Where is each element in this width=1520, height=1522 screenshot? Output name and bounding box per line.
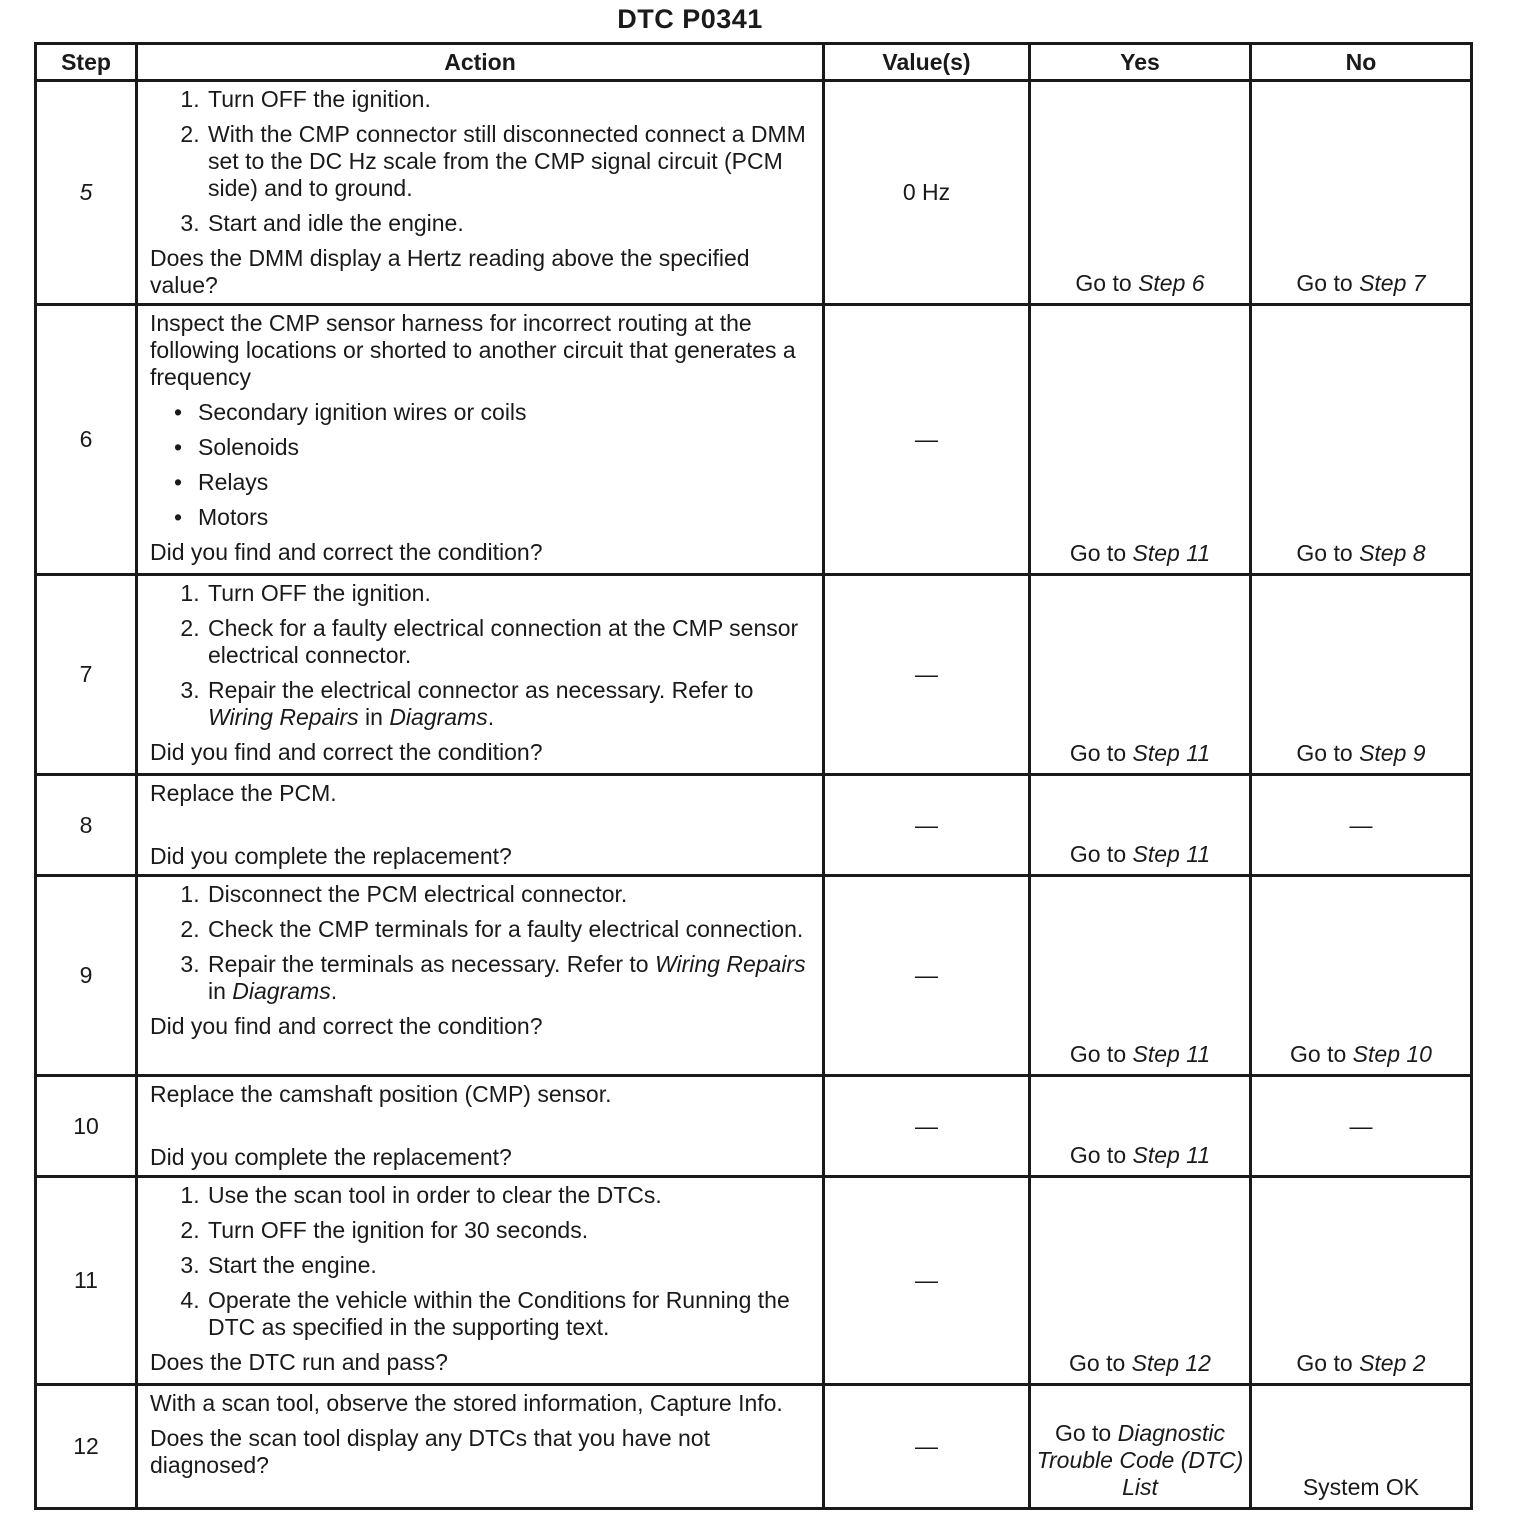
no-cell: Go to Step 8 xyxy=(1251,305,1472,575)
no-cell: System OK xyxy=(1251,1385,1472,1509)
action-cell xyxy=(137,81,824,305)
question-text: Did you find and correct the condition? xyxy=(150,739,543,765)
value-cell: — xyxy=(824,775,1030,876)
header-action: Action xyxy=(137,44,824,81)
table-row-step-10 xyxy=(36,1076,1472,1177)
step-link[interactable]: Step 6 xyxy=(1138,270,1205,296)
list-item: 1. Use the scan tool in order to clear the DTCs. xyxy=(206,1182,816,1209)
action-cell xyxy=(137,305,824,575)
value-cell: — xyxy=(824,1076,1030,1177)
page-title: DTC P0341 xyxy=(617,4,763,34)
step-link[interactable]: Step 12 xyxy=(1131,1350,1211,1376)
step-link[interactable]: Step 11 xyxy=(1132,1041,1211,1067)
action-cell xyxy=(137,575,824,775)
step-link[interactable]: Step 11 xyxy=(1132,740,1211,766)
step-number: 5 xyxy=(36,81,137,305)
step-number: 12 xyxy=(36,1385,137,1509)
step-link[interactable]: Step 8 xyxy=(1359,540,1426,566)
no-cell: — xyxy=(1251,1076,1472,1177)
yes-cell: Go to Diagnostic Trouble Code (DTC) List xyxy=(1030,1385,1251,1509)
diagnostic-table xyxy=(34,42,1473,1510)
question-text: Does the scan tool display any DTCs that you have not diagnosed? xyxy=(150,1425,710,1478)
list-item: • Relays xyxy=(198,469,816,496)
action-intro: With a scan tool, observe the stored information, Capture Info. xyxy=(150,1390,783,1416)
list-item: 2. Turn OFF the ignition for 30 seconds. xyxy=(206,1217,816,1244)
list-item: 1. Disconnect the PCM electrical connector. xyxy=(206,881,816,908)
diagrams-link[interactable]: Diagrams xyxy=(232,978,331,1004)
step-number: 10 xyxy=(36,1076,137,1177)
no-cell: — xyxy=(1251,775,1472,876)
action-intro: Replace the camshaft position (CMP) sensor. xyxy=(150,1081,612,1107)
header-no: No xyxy=(1251,44,1472,81)
action-list xyxy=(150,580,816,731)
question-text: Does the DMM display a Hertz reading above the specified value? xyxy=(150,245,750,298)
step-number: 7 xyxy=(36,575,137,775)
action-list xyxy=(150,86,816,237)
value-cell: — xyxy=(824,575,1030,775)
step-link[interactable]: Step 11 xyxy=(1132,841,1211,867)
table-row-step-12 xyxy=(36,1385,1472,1509)
value-cell: — xyxy=(824,876,1030,1076)
list-item: 1. Turn OFF the ignition. xyxy=(206,86,816,113)
table-row-step-6 xyxy=(36,305,1472,575)
dtc-list-link[interactable]: Diagnostic Trouble Code (DTC) List xyxy=(1036,1420,1244,1500)
action-list xyxy=(150,881,816,1005)
table-row-step-11 xyxy=(36,1177,1472,1385)
step-link[interactable]: Step 7 xyxy=(1359,270,1426,296)
question-text: Did you complete the replacement? xyxy=(150,1144,512,1170)
no-cell: Go to Step 9 xyxy=(1251,575,1472,775)
action-cell xyxy=(137,1177,824,1385)
question-text: Did you find and correct the condition? xyxy=(150,1013,543,1039)
step-link[interactable]: Step 10 xyxy=(1352,1041,1432,1067)
action-cell xyxy=(137,775,824,876)
yes-cell: Go to Step 11 xyxy=(1030,305,1251,575)
wiring-repairs-link[interactable]: Wiring Repairs xyxy=(654,951,806,977)
list-item: 1. Turn OFF the ignition. xyxy=(206,580,816,607)
value-cell: — xyxy=(824,1177,1030,1385)
step-link[interactable]: Step 11 xyxy=(1132,540,1211,566)
action-intro: Inspect the CMP sensor harness for incorrect routing at the following locations or shorted to another circuit that generates a frequency xyxy=(150,310,796,390)
list-item: 3. Start and idle the engine. xyxy=(206,210,816,237)
value-cell: 0 Hz xyxy=(824,81,1030,305)
no-cell: Go to Step 2 xyxy=(1251,1177,1472,1385)
step-number: 9 xyxy=(36,876,137,1076)
question-text: Did you find and correct the condition? xyxy=(150,539,543,565)
action-intro: Replace the PCM. xyxy=(150,780,337,806)
list-item: 2. With the CMP connector still disconnected connect a DMM set to the DC Hz scale from the CMP signal circuit (PCM side) and to ground. xyxy=(206,121,816,202)
wiring-repairs-link[interactable]: Wiring Repairs xyxy=(208,704,359,730)
step-link[interactable]: Step 11 xyxy=(1132,1142,1211,1168)
action-cell xyxy=(137,1076,824,1177)
action-list xyxy=(150,1182,816,1341)
step-link[interactable]: Step 2 xyxy=(1359,1350,1426,1376)
step-link[interactable]: Step 9 xyxy=(1359,740,1426,766)
table-row-step-5 xyxy=(36,81,1472,305)
list-item: 2. Check for a faulty electrical connection at the CMP sensor electrical connector. xyxy=(206,615,816,669)
value-cell: — xyxy=(824,1385,1030,1509)
header-values: Value(s) xyxy=(824,44,1030,81)
table-row-step-8 xyxy=(36,775,1472,876)
diagrams-link[interactable]: Diagrams xyxy=(389,704,488,730)
list-item: 3. Repair the electrical connector as necessary. Refer to Wiring Repairs in Diagrams. xyxy=(206,677,816,731)
yes-cell: Go to Step 12 xyxy=(1030,1177,1251,1385)
no-cell: Go to Step 10 xyxy=(1251,876,1472,1076)
header-yes: Yes xyxy=(1030,44,1251,81)
list-item: 2. Check the CMP terminals for a faulty electrical connection. xyxy=(206,916,816,943)
location-list xyxy=(150,399,816,531)
list-item: 3. Start the engine. xyxy=(206,1252,816,1279)
action-cell xyxy=(137,1385,824,1509)
step-number: 8 xyxy=(36,775,137,876)
yes-cell: Go to Step 11 xyxy=(1030,775,1251,876)
table-row-step-7 xyxy=(36,575,1472,775)
list-item: 3. Repair the terminals as necessary. Refer to Wiring Repairs in Diagrams. xyxy=(206,951,816,1005)
list-item: 4. Operate the vehicle within the Conditions for Running the DTC as specified in the supporting text. xyxy=(206,1287,816,1341)
question-text: Did you complete the replacement? xyxy=(150,843,512,869)
yes-cell: Go to Step 6 xyxy=(1030,81,1251,305)
list-item: • Motors xyxy=(198,504,816,531)
action-cell xyxy=(137,876,824,1076)
header-row xyxy=(36,44,1472,81)
value-cell: — xyxy=(824,305,1030,575)
step-number: 6 xyxy=(36,305,137,575)
list-item: • Secondary ignition wires or coils xyxy=(198,399,816,426)
no-cell: Go to Step 7 xyxy=(1251,81,1472,305)
list-item: • Solenoids xyxy=(198,434,816,461)
yes-cell: Go to Step 11 xyxy=(1030,876,1251,1076)
table-row-step-9 xyxy=(36,876,1472,1076)
step-number: 11 xyxy=(36,1177,137,1385)
question-text: Does the DTC run and pass? xyxy=(150,1349,448,1375)
header-step: Step xyxy=(36,44,137,81)
yes-cell: Go to Step 11 xyxy=(1030,1076,1251,1177)
yes-cell: Go to Step 11 xyxy=(1030,575,1251,775)
